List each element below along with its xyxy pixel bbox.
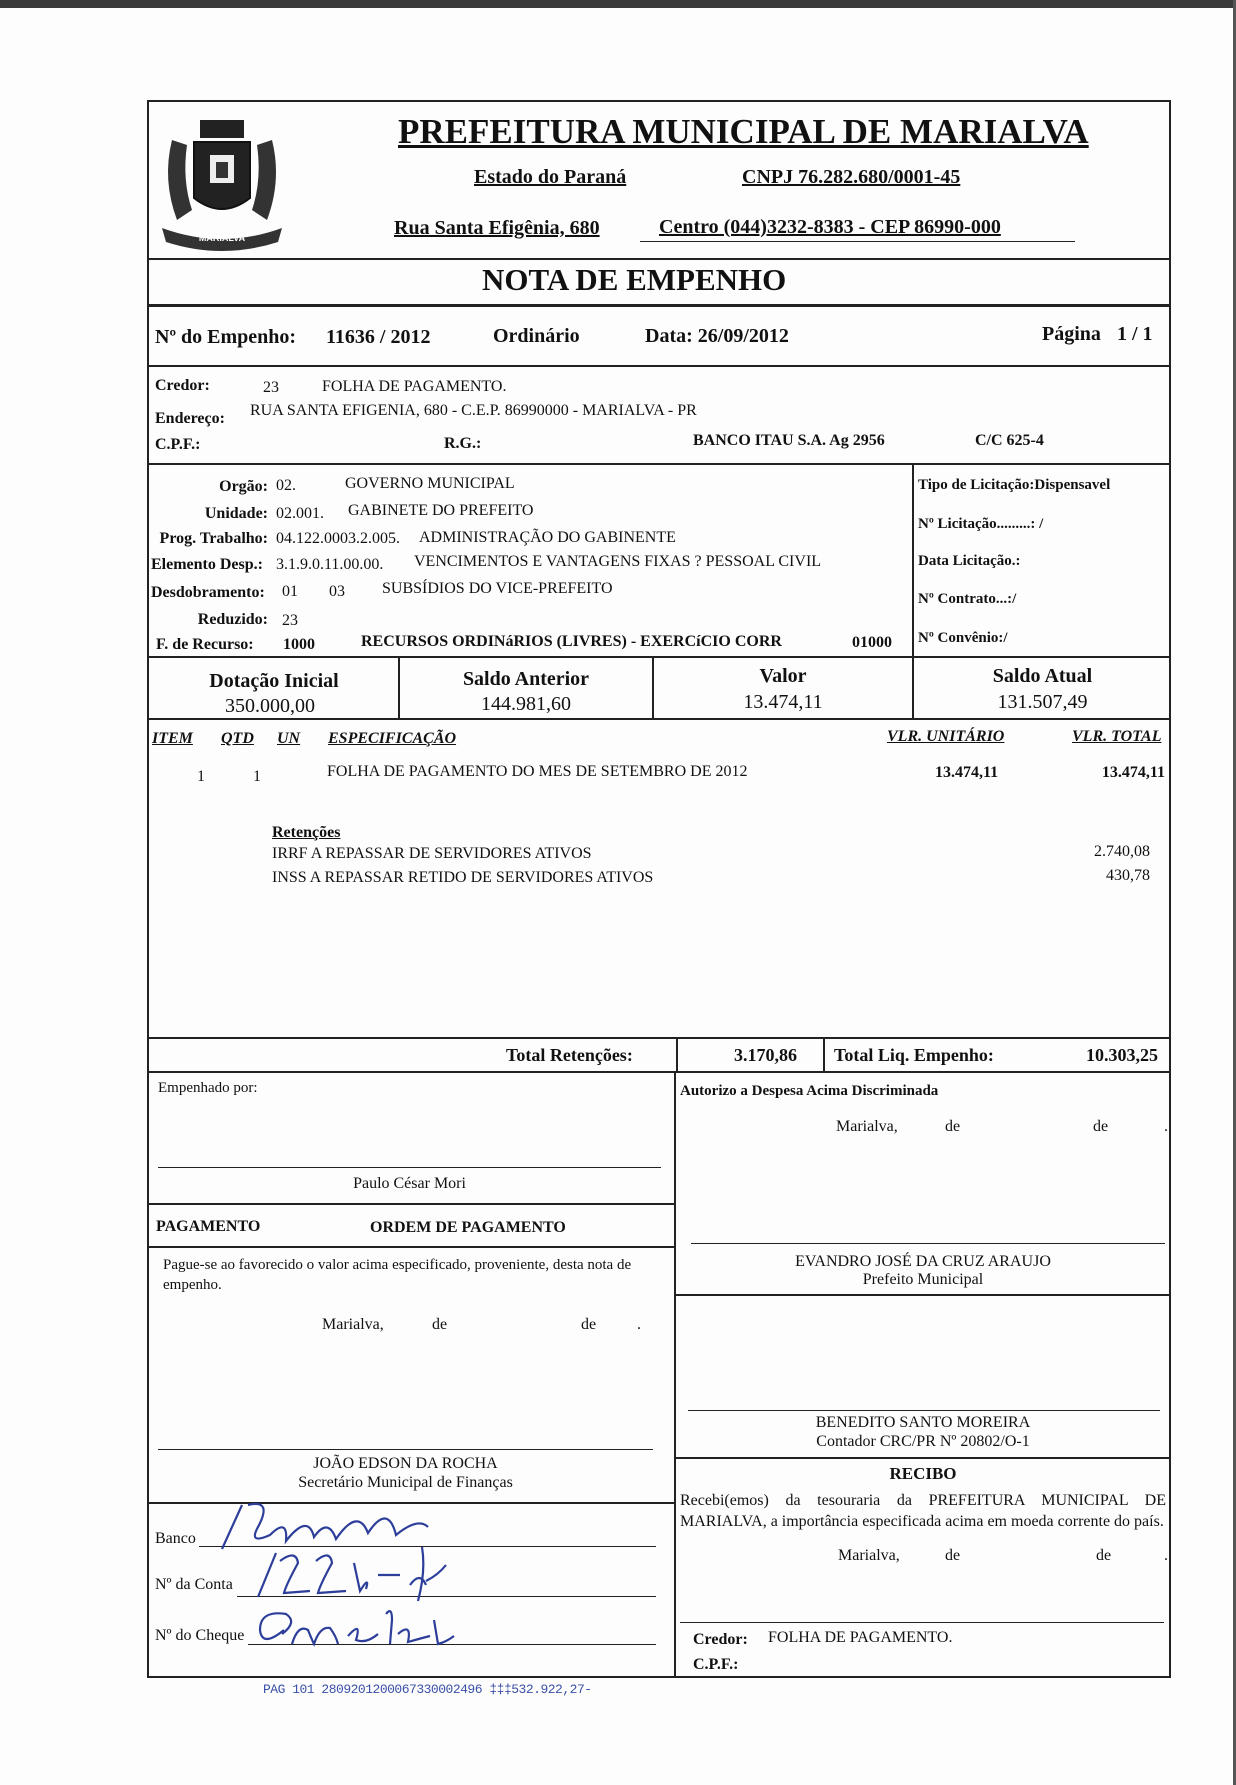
divider [147,1037,1171,1039]
left-dot: . [637,1316,641,1333]
pagamento-text: Pague-se ao favorecido o valor acima especificado, proveniente, desta nota de empenho. [163,1257,632,1293]
divider [147,718,1171,720]
signature-line [688,1410,1160,1411]
left-de-2: de [581,1316,597,1333]
bank: BANCO ITAU S.A. Ag 2956 [693,432,885,449]
cpf-label: C.P.F.: [155,436,201,453]
right-de-1: de [945,1118,961,1135]
header-underline [640,241,1075,242]
fonte-num: 01000 [852,634,892,651]
divider [147,304,1171,307]
accountant-name: BENEDITO SANTO MOREIRA [815,1414,1031,1431]
credor-name: FOLHA DE PAGAMENTO. [322,378,507,395]
credor-code: 23 [263,379,279,396]
bank-stamp: PAG 101 2809201200067330002496 ‡‡‡532.922,27- [263,1682,592,1697]
valor-value: 13.474,11 [743,691,823,713]
col-item: ITEM [152,730,193,747]
divider [147,1203,675,1205]
divider [674,1071,676,1676]
empenhado-name: Paulo César Mori [353,1175,466,1192]
orgao: GOVERNO MUNICIPAL [345,475,515,492]
left-de-1: de [432,1316,448,1333]
coat-of-arms [152,110,292,260]
handwriting-cheque [252,1600,462,1659]
finance-role: Secretário Municipal de Finanças [298,1474,513,1491]
prog: ADMINISTRAÇÃO DO GABINENTE [419,529,676,546]
orgao-code: 02. [276,477,296,494]
recibo-text: Recebi(emos) da tesouraria da PREFEITURA MUNICIPAL DE MARIALVA, a importância especificada acima em moeda corrente do país. [680,1492,1166,1530]
item-number: 1 [197,768,205,785]
page-label: Página [1042,323,1101,345]
header-title: PREFEITURA MUNICIPAL DE MARIALVA [398,112,1089,151]
address-label: Endereço: [155,410,225,427]
rg-label: R.G.: [444,435,482,452]
recibo-cpf-label: C.P.F.: [693,1656,739,1673]
dotacao-label: Dotação Inicial [209,670,339,692]
item-desc: FOLHA DE PAGAMENTO DO MES DE SETEMBRO DE 2012 [327,763,748,780]
contrato: Nº Contrato...:/ [918,591,1017,607]
anterior-label: Saldo Anterior [462,668,590,690]
scan-top-edge [0,0,1236,8]
recibo-title: RECIBO [889,1464,957,1483]
signature-line [691,1243,1165,1244]
header-contact: Centro (044)3232-8383 - CEP 86990-000 [659,216,1001,238]
divider [912,463,914,658]
reduzido-label: Reduzido: [197,611,268,628]
right-de-4: de [1096,1547,1112,1564]
mayor-role: Prefeito Municipal [862,1271,984,1288]
recibo-credor-name: FOLHA DE PAGAMENTO. [768,1629,953,1646]
signature-line [158,1167,661,1168]
atual-value: 131.507,49 [997,691,1088,713]
accountant-role: Contador CRC/PR Nº 20802/O-1 [816,1433,1030,1450]
banco-label: Banco [155,1530,196,1547]
retencao-desc-1: IRRF A REPASSAR DE SERVIDORES ATIVOS [272,845,592,862]
empenho-type: Ordinário [493,325,580,347]
valor-label: Valor [759,665,807,687]
right-place-2: Marialva, [838,1547,900,1564]
right-dot-2: . [1164,1547,1168,1564]
right-de-2: de [1093,1118,1109,1135]
empenho-label: Nº do Empenho: [155,326,297,348]
empenho-date: Data: 26/09/2012 [645,325,789,347]
licitacao-data: Data Licitação.: [918,553,1021,569]
total-liquido-value: 10.303,25 [1086,1045,1158,1065]
unidade: GABINETE DO PREFEITO [348,502,534,519]
elem-code: 3.1.9.0.11.00.00. [276,556,384,573]
divider [147,463,1171,465]
header-state: Estado do Paraná [474,166,627,188]
recibo-credor-label: Credor: [693,1631,748,1648]
total-retencoes-value: 3.170,86 [734,1045,797,1065]
elem: VENCIMENTOS E VANTAGENS FIXAS ? PESSOAL CIVIL [414,553,822,570]
conta-label: Nº da Conta [155,1576,233,1593]
desd-label: Desdobramento: [151,584,265,601]
unidade-label: Unidade: [204,505,268,522]
credor-label: Credor: [155,377,210,394]
fonte-code: 1000 [283,636,315,653]
atual-label: Saldo Atual [992,665,1093,687]
desd-b: 03 [329,583,345,600]
cheque-label: Nº do Cheque [155,1627,245,1644]
divider [674,1457,1171,1459]
divider [147,365,1171,367]
orgao-label: Orgão: [219,478,268,495]
retencao-desc-2: INSS A REPASSAR RETIDO DE SERVIDORES ATIVOS [272,869,654,886]
retencao-value-2: 430,78 [1106,867,1150,884]
total-retencoes-label: Total Retenções: [506,1045,633,1065]
desd: SUBSÍDIOS DO VICE-PREFEITO [382,580,613,597]
divider [147,656,1171,658]
prog-label: Prog. Trabalho: [159,530,268,547]
anterior-value: 144.981,60 [481,693,571,715]
signature-line [680,1622,1164,1623]
divider [823,1037,825,1073]
total-liquido-label: Total Liq. Empenho: [834,1045,994,1065]
svg-text:MARIALVA: MARIALVA [198,233,246,243]
divider [674,1294,1171,1296]
mayor-name: EVANDRO JOSÉ DA CRUZ ARAUJO [795,1253,1051,1270]
right-de-3: de [945,1547,961,1564]
item-qtd: 1 [253,768,261,785]
doc-title: NOTA DE EMPENHO [482,262,787,297]
divider [147,1246,675,1248]
fonte-label: F. de Recurso: [156,636,254,653]
elem-label: Elemento Desp.: [151,556,263,573]
right-place-1: Marialva, [836,1118,898,1135]
prog-code: 04.122.0003.2.005. [276,530,400,547]
fonte: RECURSOS ORDINáRIOS (LIVRES) - EXERCíCIO CORR [361,633,782,650]
licitacao-numero: Nº Licitação.........: / [918,516,1044,532]
reduzido: 23 [282,612,298,629]
handwriting-conta [250,1541,460,1608]
divider [147,258,1171,260]
header-cnpj: CNPJ 76.282.680/0001-45 [742,166,961,188]
signature-line [158,1449,653,1450]
page-number: 1 / 1 [1117,323,1153,345]
autorizo-text: Autorizo a Despesa Acima Discriminada [680,1083,939,1099]
divider [147,1071,1171,1073]
col-espec: ESPECIFICAÇÃO [328,730,457,747]
retencao-value-1: 2.740,08 [1094,843,1150,860]
unidade-code: 02.001. [276,505,324,522]
pagamento-label: PAGAMENTO [156,1218,261,1235]
empenho-number: 11636 / 2012 [326,326,431,348]
address: RUA SANTA EFIGENIA, 680 - C.E.P. 86990000 - MARIALVA - PR [250,402,697,419]
item-total: 13.474,11 [1101,764,1165,781]
col-unit: VLR. UNITÁRIO [887,728,1005,745]
left-place: Marialva, [322,1316,384,1333]
item-unit: 13.474,11 [935,764,999,781]
dotacao-value: 350.000,00 [225,695,315,717]
empenhado-label: Empenhado por: [158,1080,258,1096]
col-total: VLR. TOTAL [1072,728,1162,745]
finance-name: JOÃO EDSON DA ROCHA [313,1455,498,1472]
account: C/C 625-4 [975,432,1044,449]
convenio: Nº Convênio:/ [918,630,1008,646]
desd-a: 01 [282,583,298,600]
ordem-label: ORDEM DE PAGAMENTO [370,1219,566,1236]
right-dot-1: . [1164,1118,1168,1135]
divider [676,1037,678,1073]
licitacao-tipo: Tipo de Licitação:Dispensavel [918,477,1111,493]
header-street: Rua Santa Efigênia, 680 [394,217,600,239]
retencoes-title: Retenções [272,824,341,841]
col-un: UN [277,730,301,747]
col-qtd: QTD [221,730,254,747]
